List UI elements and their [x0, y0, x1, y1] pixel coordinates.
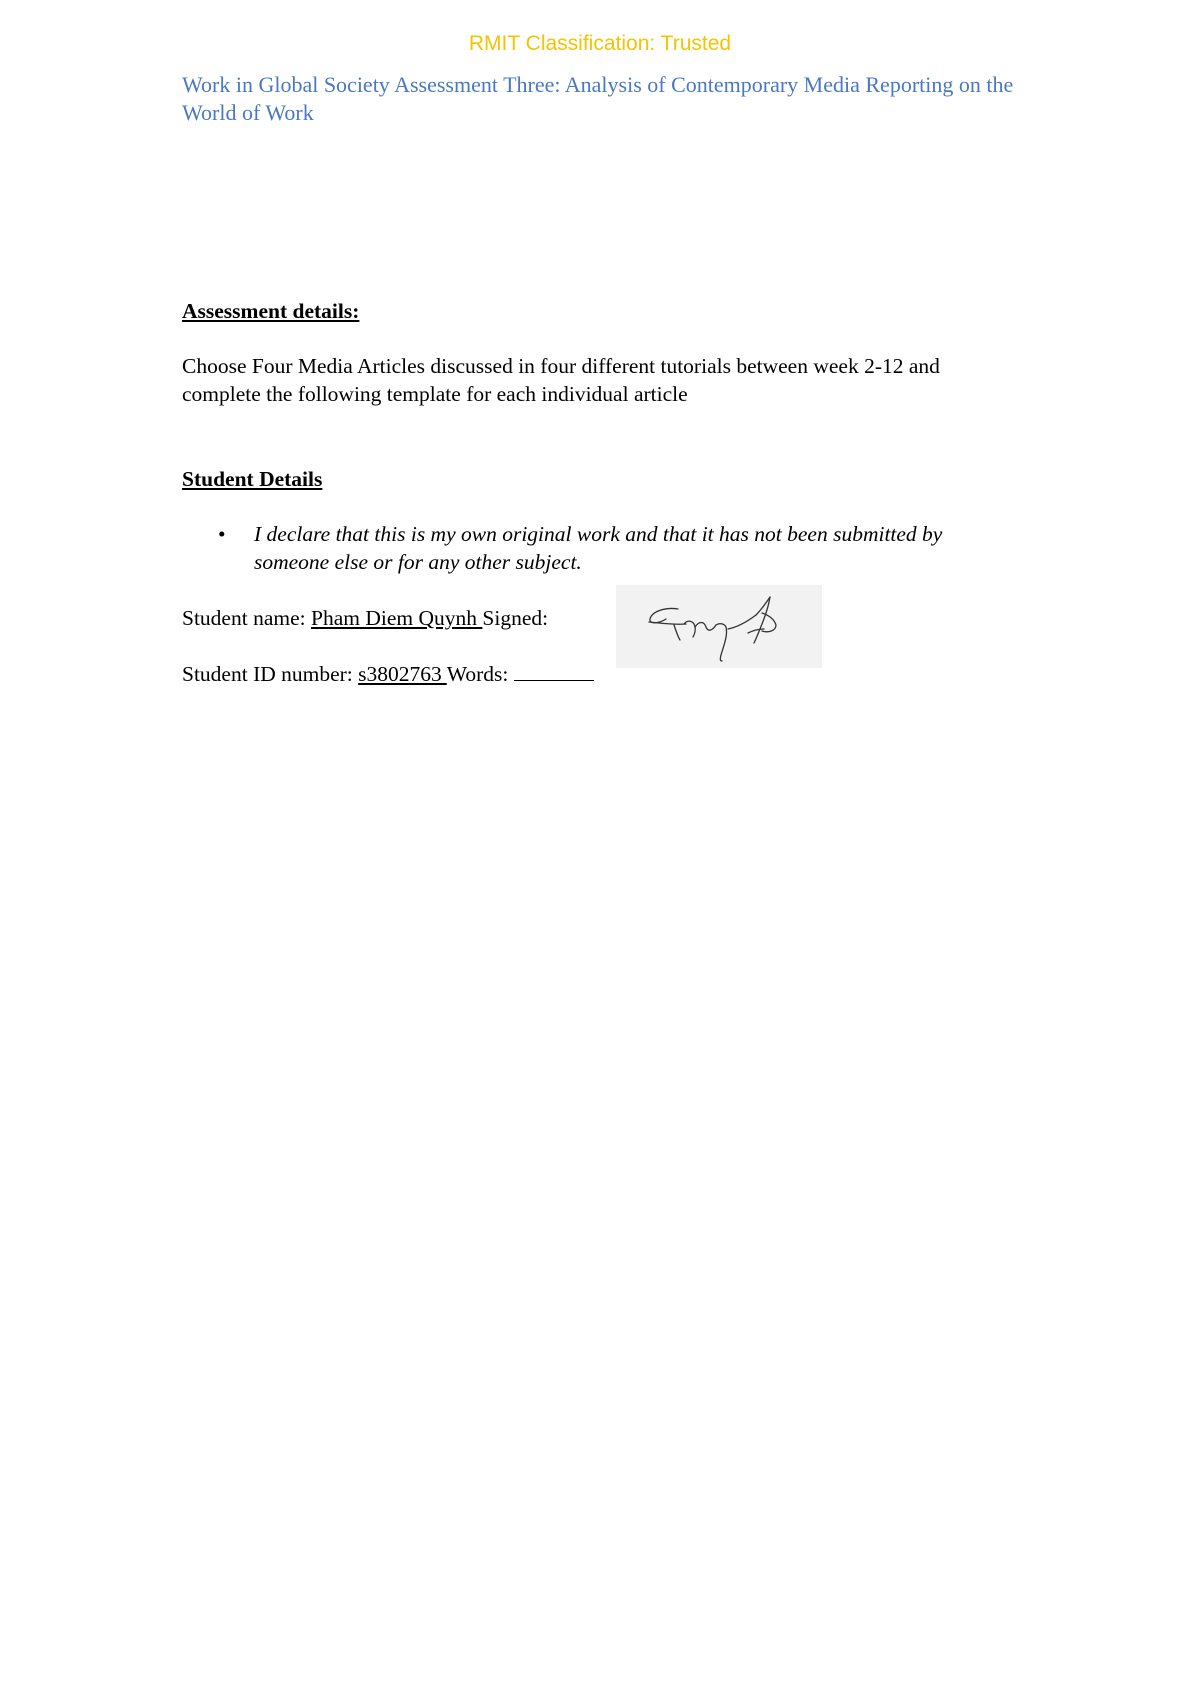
bullet-marker: •: [218, 522, 226, 546]
signed-label: Signed:: [482, 606, 549, 630]
assessment-details-text: Choose Four Media Articles discussed in four different tutorials between week 2-12 and complete the following template for each individual article: [182, 354, 940, 406]
student-id-value: s3802763: [358, 662, 447, 686]
student-id-label: Student ID number:: [182, 662, 359, 686]
words-label: Words:: [446, 662, 514, 686]
student-name-line: [182, 604, 1022, 632]
document-title: Work in Global Society Assessment Three: Analysis of Contemporary Media Reporting on the World of Work: [182, 72, 1014, 125]
signature-image: [616, 585, 822, 668]
student-details-heading: Student Details: [182, 467, 323, 491]
assessment-details-heading: Assessment details:: [182, 299, 360, 323]
student-name-label: Student name:: [182, 606, 311, 630]
words-blank-field: [514, 660, 594, 681]
student-name-value: Pham Diem Quynh: [310, 606, 483, 630]
signature-icon: [616, 585, 822, 668]
classification-label: RMIT Classification: Trusted: [468, 32, 732, 55]
declaration-text: I declare that this is my own original work and that it has not been submitted by someone else or for any other subject.: [254, 522, 943, 574]
student-id-line: [182, 660, 1022, 688]
